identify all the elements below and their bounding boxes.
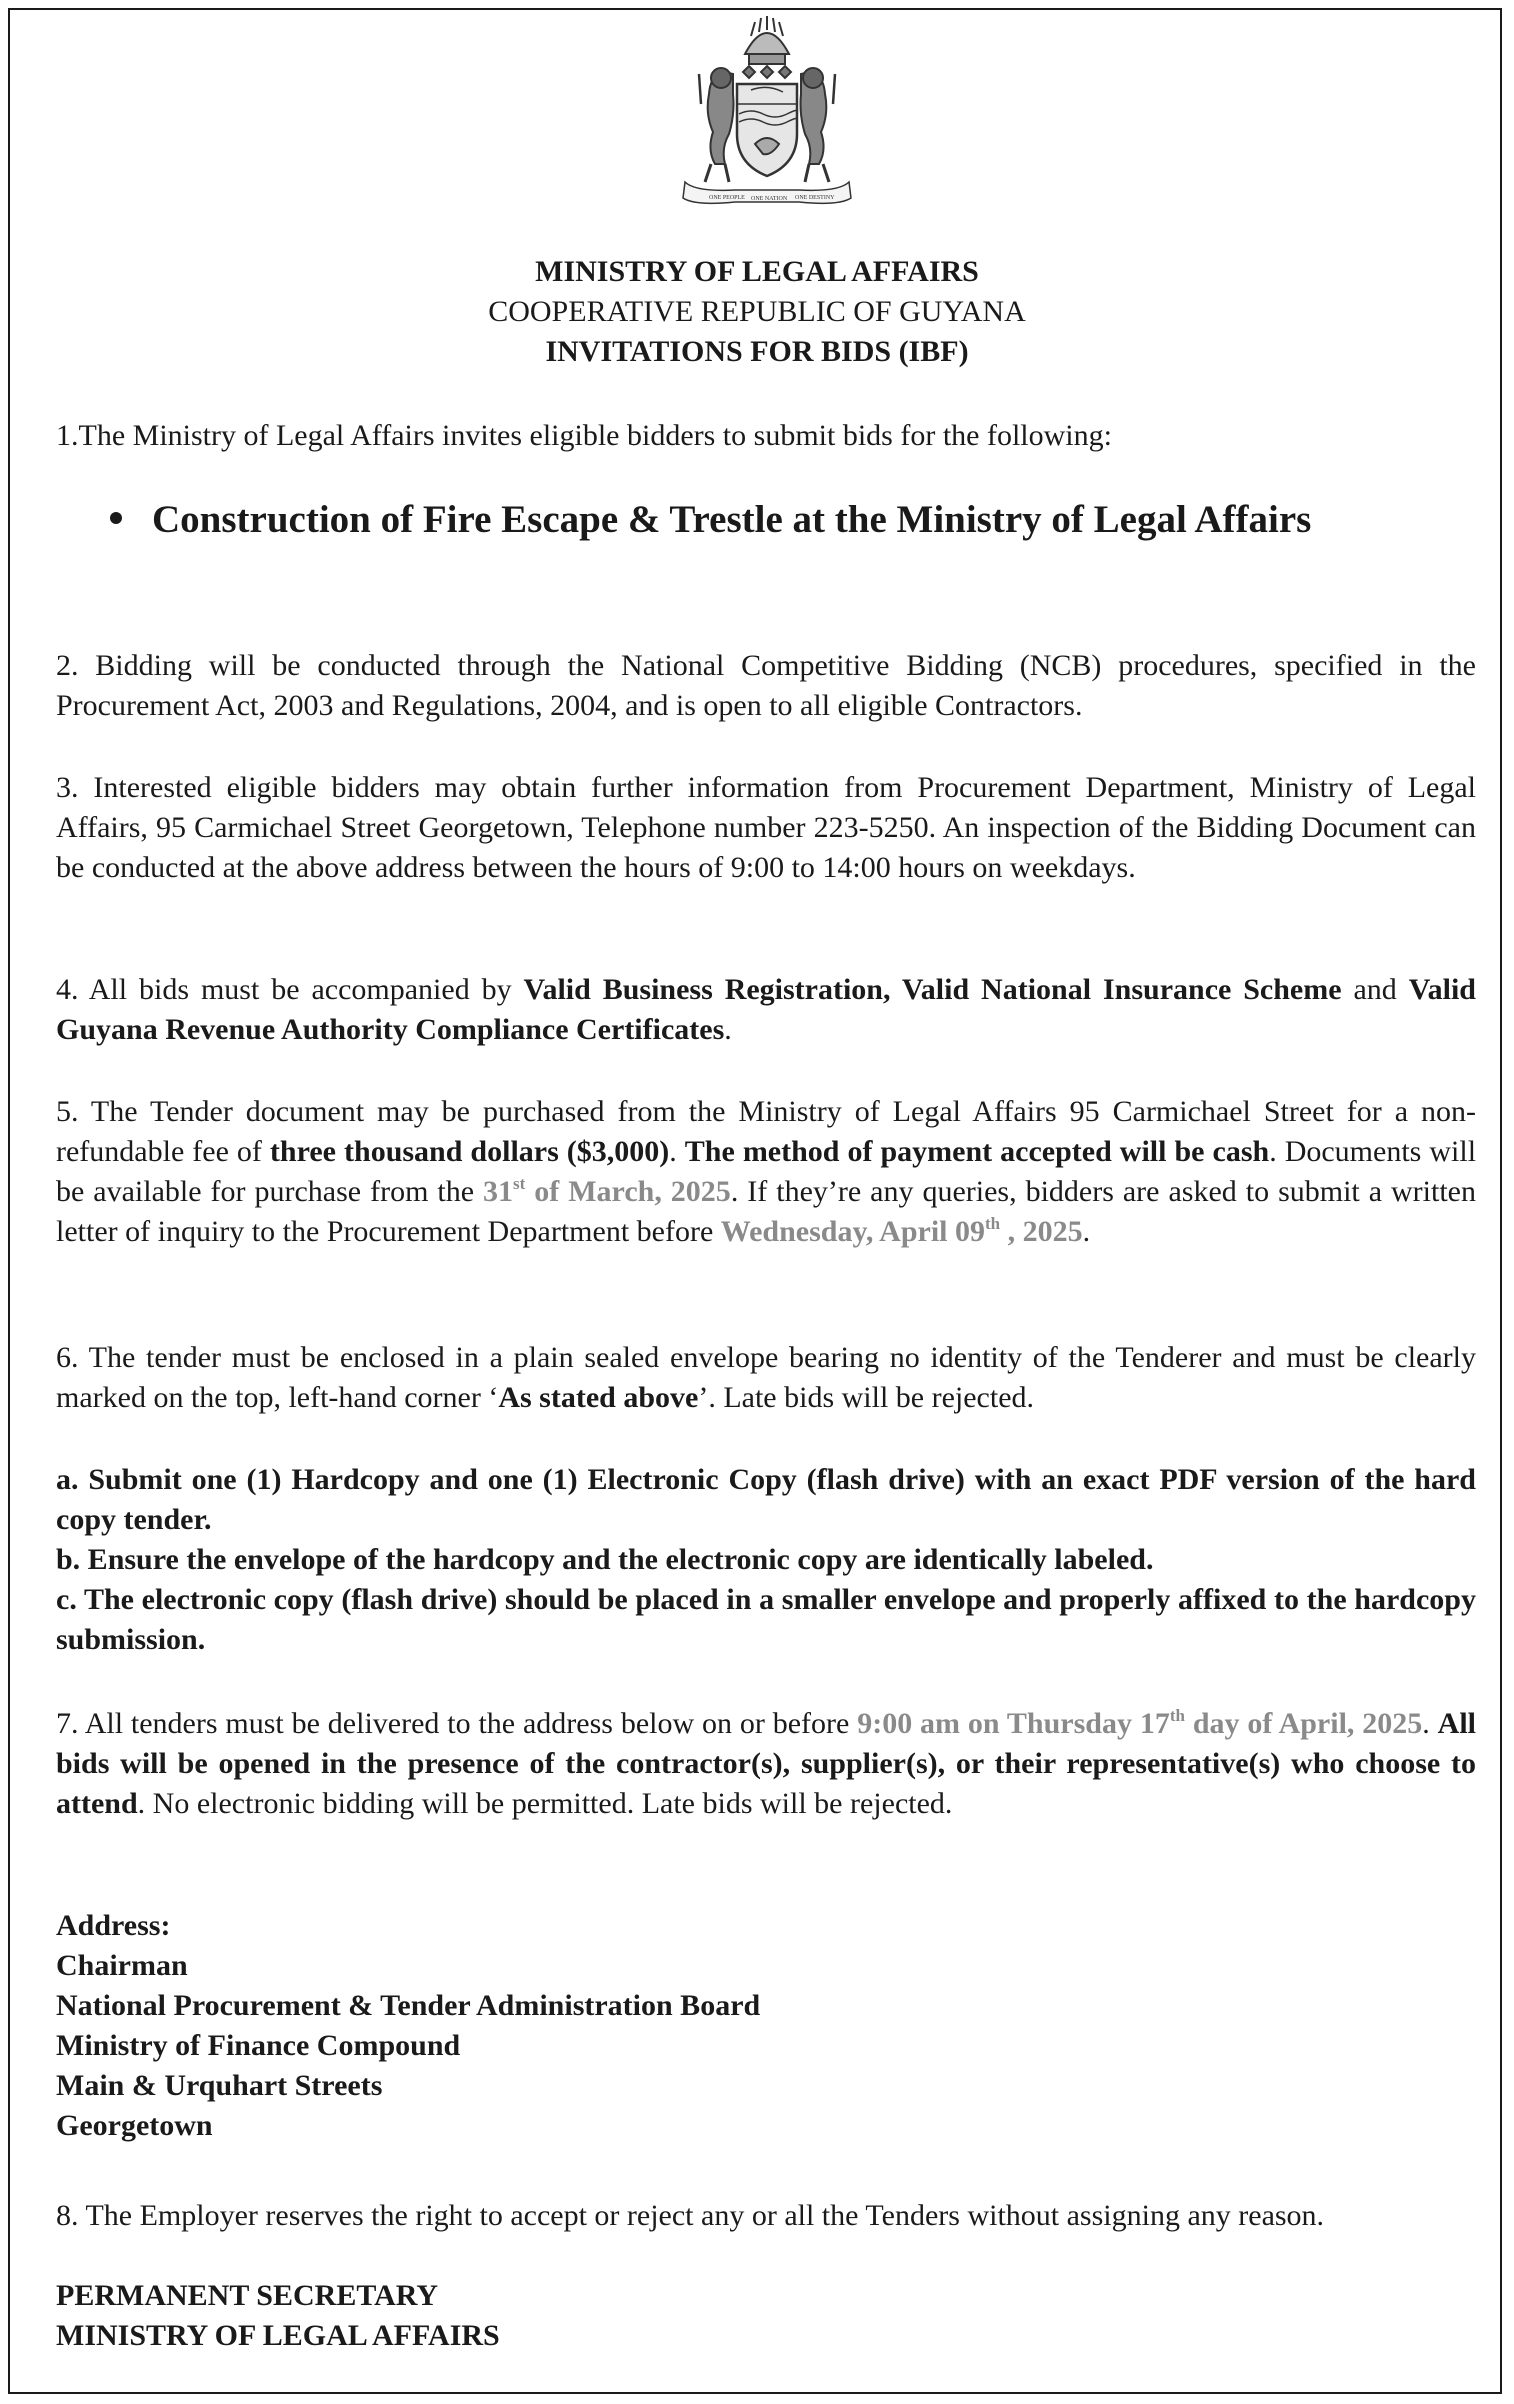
signature-block [56,2276,1476,2356]
paragraph-8: 8. The Employer reserves the right to accept or reject any or all the Tenders without assigning any reason. [56,2199,1325,2232]
address-label: Address: [56,1909,171,1942]
instruction-b: b. Ensure the envelope of the hardcopy and the electronic copy are identically labeled. [56,1543,1154,1576]
requirements-bold-1: Valid Business Registration, Valid National Insurance Scheme [523,973,1342,1006]
availability-date: 31st of March, 2025 [483,1174,731,1208]
ministry-heading: MINISTRY OF LEGAL AFFAIRS [535,255,979,288]
inquiry-deadline: Wednesday, April 09th , 2025 [720,1214,1083,1248]
project-bullet [110,494,1311,546]
svg-text:ONE NATION: ONE NATION [751,196,788,202]
paragraph-6: 6. The tender must be enclosed in a plain sealed envelope bearing no identity of the Tenderer and must be clearly marked on the top, left-hand corner ‘As stated above’. Late bids will be rejected. [56,1341,1476,1414]
country-heading: COOPERATIVE REPUBLIC OF GUYANA [488,295,1026,328]
document-title: INVITATIONS FOR BIDS (IBF) [545,335,969,368]
signatory-title: PERMANENT SECRETARY [56,2279,439,2312]
submission-instructions [56,1460,1476,1660]
address-line: Chairman [56,1949,188,1982]
requirements-bold-2: Valid Guyana Revenue Authority Compliance Certificates [56,973,1476,1046]
delivery-deadline: 9:00 am on Thursday 17th day of April, 2025 [857,1706,1423,1740]
address-line: Main & Urquhart Streets [56,2069,383,2102]
opening-statement: All bids will be opened in the presence of the contractor(s), supplier(s), or their representative(s) who choose to attend [56,1707,1477,1820]
address-line: Ministry of Finance Compound [56,2029,461,2062]
address-block [56,1906,1476,2146]
paragraph-4: 4. All bids must be accompanied by Valid Business Registration, Valid National Insurance Scheme and Valid Guyana Revenue Authority Compliance Certificates. [56,973,1476,1046]
project-title: Construction of Fire Escape & Trestle at the Ministry of Legal Affairs [152,498,1312,541]
guyana-coat-of-arms-icon [675,14,859,210]
fee-amount: three thousand dollars ($3,000) [269,1135,670,1168]
bullet-dot-icon [110,512,122,524]
paragraph-5: 5. The Tender document may be purchased from the Ministry of Legal Affairs 95 Carmichael Street for a non-refundable fee of three thousand dollars ($3,000). The method of payment accepted will be cash. Documents will be available for purchase from the 31st of March, 2025. If they’re any queries, bidders are asked to submit a written letter of inquiry to the Procurement Department before Wednesday, April 09th , 2025. [56,1095,1477,1248]
paragraph-7: 7. All tenders must be delivered to the address below on or before 9:00 am on Thursday 17th day of April, 2025. All bids will be opened in the presence of the contractor(s), supplier(s), or their representative(s) who choose to attend. No electronic bidding will be permitted. Late bids will be rejected. [56,1706,1477,1820]
address-line: National Procurement & Tender Administration Board [56,1989,761,2022]
paragraph-2: 2. Bidding will be conducted through the National Competitive Bidding (NCB) procedures, specified in the Procurement Act, 2003 and Regulations, 2004, and is open to all eligible Contractors. [56,649,1476,722]
paragraph-3: 3. Interested eligible bidders may obtain further information from Procurement Department, Ministry of Legal Affairs, 95 Carmichael Street Georgetown, Telephone number 223-5250. An inspection of the Bidding Document can be conducted at the above address between the hours of 9:00 to 14:00 hours on weekdays. [56,771,1476,884]
ifb-notice [8,8,1502,2394]
address-line: Georgetown [56,2109,213,2142]
paragraph-1: 1.The Ministry of Legal Affairs invites eligible bidders to submit bids for the following: [56,419,1112,452]
instruction-c: c. The electronic copy (flash drive) should be placed in a smaller envelope and properly affixed to the hardcopy submission. [56,1583,1476,1656]
instruction-a: a. Submit one (1) Hardcopy and one (1) Electronic Copy (flash drive) with an exact PDF version of the hard copy tender. [56,1463,1476,1536]
signatory-ministry: MINISTRY OF LEGAL AFFAIRS [56,2319,500,2352]
marking-instruction: As stated above [498,1381,699,1414]
svg-text:ONE DESTINY: ONE DESTINY [795,195,835,201]
svg-text:ONE PEOPLE: ONE PEOPLE [709,195,745,201]
payment-method: The method of payment accepted will be cash [684,1135,1270,1168]
